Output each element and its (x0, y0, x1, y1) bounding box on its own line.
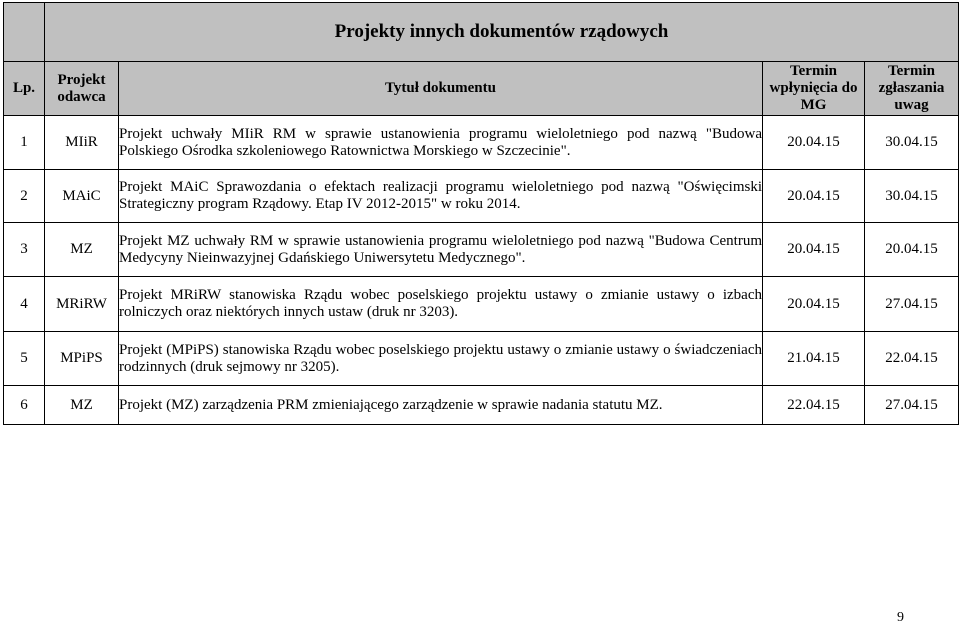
row-title: Projekt MZ uchwały RM w sprawie ustanowienia programu wieloletniego pod nazwą "Budowa Centrum Medycyny Nieinwazyjnej Gdańskiego Uniwersytetu Medycznego". (119, 223, 763, 277)
row-received: 20.04.15 (763, 223, 865, 277)
table-row (4, 116, 959, 170)
row-lp: 3 (4, 223, 45, 277)
row-agency: MAiC (45, 170, 119, 223)
row-lp: 1 (4, 116, 45, 170)
row-comments: 30.04.15 (865, 116, 959, 170)
row-comments: 22.04.15 (865, 332, 959, 386)
row-comments: 27.04.15 (865, 277, 959, 332)
row-title: Projekt MAiC Sprawozdania o efektach realizacji programu wieloletniego pod nazwą "Oświęcimski Strategiczny program Rządowy. Etap IV 2012-2015" w roku 2014. (119, 170, 763, 223)
row-comments: 27.04.15 (865, 386, 959, 425)
row-agency: MZ (45, 386, 119, 425)
row-received: 20.04.15 (763, 170, 865, 223)
table-title: Projekty innych dokumentów rządowych (45, 3, 959, 62)
table-row (4, 332, 959, 386)
row-lp: 2 (4, 170, 45, 223)
table-header-row (4, 62, 959, 116)
row-agency: MPiPS (45, 332, 119, 386)
row-title: Projekt MRiRW stanowiska Rządu wobec poselskiego projektu ustawy o zmianie ustawy o izbach rolniczych oraz niektórych innych ustaw (druk nr 3203). (119, 277, 763, 332)
table-title-row (4, 3, 959, 62)
row-title: Projekt uchwały MIiR RM w sprawie ustanowienia programu wieloletniego pod nazwą "Budowa Polskiego Ośrodka szkoleniowego Ratownictwa Morskiego w Szczecinie". (119, 116, 763, 170)
header-received: Termin wpłynięcia do MG (763, 62, 865, 116)
row-agency: MZ (45, 223, 119, 277)
row-received: 21.04.15 (763, 332, 865, 386)
row-comments: 30.04.15 (865, 170, 959, 223)
row-agency: MRiRW (45, 277, 119, 332)
row-title: Projekt (MPiPS) stanowiska Rządu wobec poselskiego projektu ustawy o zmianie ustawy o świadczeniach rodzinnych (druk sejmowy nr 3205). (119, 332, 763, 386)
row-lp: 5 (4, 332, 45, 386)
table-row (4, 277, 959, 332)
header-agency: Projekt odawca (45, 62, 119, 116)
table-row (4, 223, 959, 277)
page-number: 9 (897, 610, 904, 625)
row-lp: 6 (4, 386, 45, 425)
header-lp: Lp. (4, 62, 45, 116)
row-title: Projekt (MZ) zarządzenia PRM zmieniającego zarządzenie w sprawie nadania statutu MZ. (119, 386, 763, 425)
table-row (4, 386, 959, 425)
header-title: Tytuł dokumentu (119, 62, 763, 116)
row-received: 20.04.15 (763, 116, 865, 170)
documents-table (3, 2, 959, 425)
row-received: 20.04.15 (763, 277, 865, 332)
row-received: 22.04.15 (763, 386, 865, 425)
table-row (4, 170, 959, 223)
row-agency: MIiR (45, 116, 119, 170)
row-lp: 4 (4, 277, 45, 332)
header-comments: Termin zgłaszania uwag (865, 62, 959, 116)
row-comments: 20.04.15 (865, 223, 959, 277)
